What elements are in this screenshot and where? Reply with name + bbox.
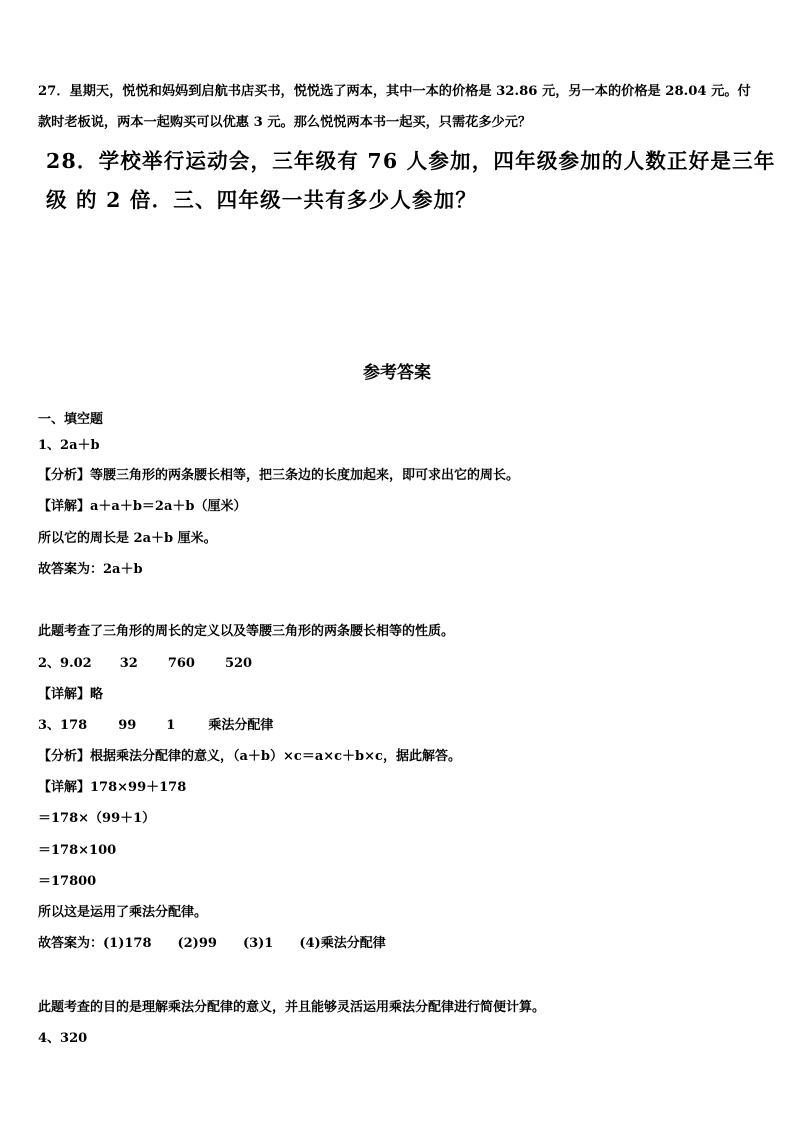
answer-1: 1、2a＋b [38,438,100,453]
answer-3-step-1: ＝178×（99＋1） [38,811,156,826]
answer-1-detail: 【详解】a＋a＋b＝2a＋b（厘米） [38,499,247,514]
answer-3-value-2: 99 [118,718,137,733]
answer-3-value-1: 3、178 [38,718,88,733]
answers-title: 参考答案 [363,363,431,383]
answer-3-value-4: 乘法分配律 [208,718,274,733]
answer-1-final: 故答案为：2a＋b [38,562,143,577]
answer-2 [38,656,252,672]
answer-2-value-1: 2、9.02 [38,656,92,671]
answer-3-final-3: (3)1 [242,936,274,951]
answer-3-detail: 【详解】178×99＋178 [38,780,187,795]
answer-2-value-3: 760 [167,656,195,671]
answer-3-final [38,936,386,952]
answer-2-value-4: 520 [224,656,253,671]
answer-3-final-2: (2)99 [177,936,217,951]
answer-3-step-2: ＝178×100 [38,843,117,858]
answer-3-note: 此题考查的目的是理解乘法分配律的意义，并且能够灵活运用乘法分配律进行简便计算。 [38,1000,546,1015]
answer-2-value-2: 32 [119,656,138,671]
answer-3-final-1: 故答案为：(1)178 [38,936,152,951]
question-28-line-2: 级 的 2 倍．三、四年级一共有多少人参加？ [46,188,478,212]
question-27-line-2: 款时老板说，两本一起购买可以优惠 3 元。那么悦悦两本书一起买，只需花多少元？ [38,115,532,130]
answer-3-conclusion: 所以这是运用了乘法分配律。 [38,905,208,920]
answer-3-analysis: 【分析】根据乘法分配律的意义，（a＋b）×c＝a×c＋b×c，据此解答。 [38,749,461,764]
answer-3-value-3: 1 [166,718,176,733]
answer-3-final-4: (4)乘法分配律 [299,936,386,951]
section-fill-blank: 一、填空题 [38,412,104,427]
answer-4: 4、320 [38,1031,88,1046]
answer-1-note: 此题考查了三角形的周长的定义以及等腰三角形的两条腰长相等的性质。 [38,624,455,639]
question-28-line-1: 28．学校举行运动会，三年级有 76 人参加，四年级参加的人数正好是三年 [46,149,776,173]
answer-2-detail: 【详解】略 [38,687,104,702]
answer-3 [38,718,273,734]
question-27-line-1: 27．星期天，悦悦和妈妈到启航书店买书，悦悦选了两本，其中一本的价格是 32.86 元，另一本的价格是 28.04 元。付 [38,84,751,99]
answer-1-conclusion: 所以它的周长是 2a＋b 厘米。 [38,531,217,546]
answer-3-step-3: ＝17800 [38,874,97,889]
answer-1-analysis: 【分析】等腰三角形的两条腰长相等，把三条边的长度加起来，即可求出它的周长。 [38,468,520,483]
